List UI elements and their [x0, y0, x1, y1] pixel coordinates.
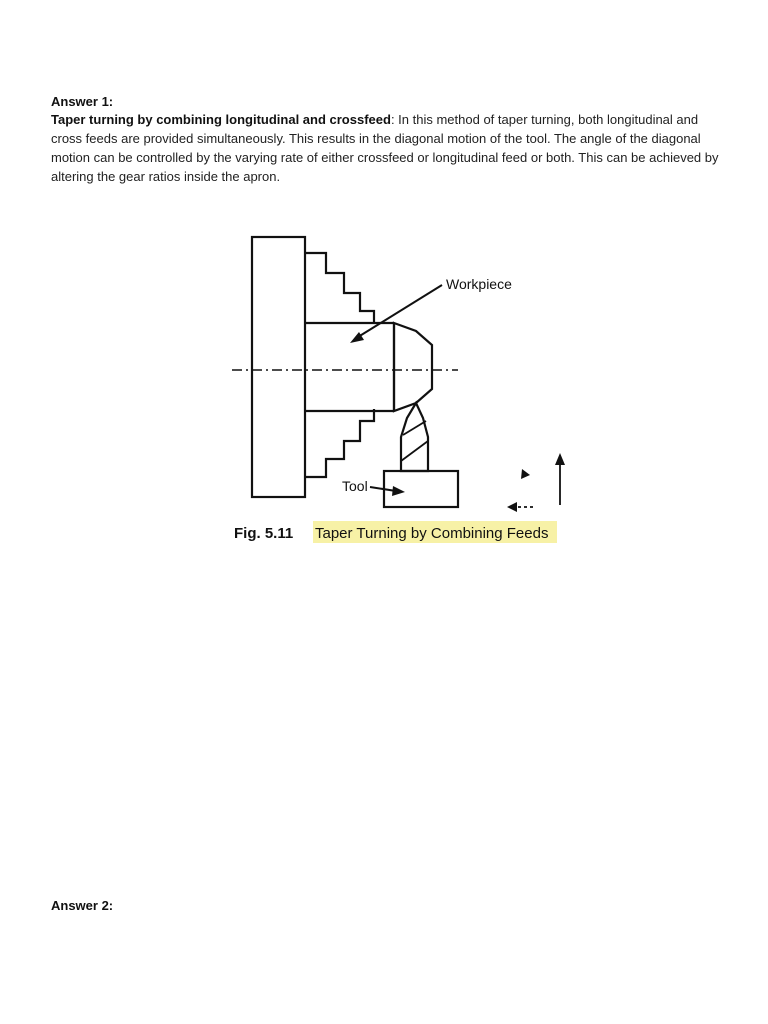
cross-feed-arrow-icon — [555, 453, 565, 465]
taper-turning-figure — [220, 225, 580, 555]
chuck-body — [252, 237, 305, 497]
tool-bit — [401, 403, 428, 471]
answer-1-heading: Answer 1: — [51, 94, 114, 109]
tool-arrowhead — [392, 486, 405, 496]
answer-2-heading: Answer 2: — [51, 898, 114, 913]
figure-title: Taper Turning by Combining Feeds — [315, 525, 549, 542]
lathe-diagram — [220, 225, 580, 555]
upper-chuck-jaw — [305, 253, 374, 323]
longitudinal-feed-arrow-icon — [507, 502, 517, 512]
workpiece-label: Workpiece — [446, 276, 512, 292]
diagonal-feed-arrow-icon — [521, 469, 530, 479]
tool-bit-edge — [401, 441, 428, 461]
tool-label: Tool — [342, 478, 368, 494]
answer-1-paragraph — [51, 110, 723, 186]
lower-chuck-jaw — [305, 409, 374, 477]
workpiece-tapered-end — [394, 323, 432, 411]
taper-turning-term: Taper turning by combining longitudinal and crossfeed — [51, 112, 391, 127]
figure-number: Fig. 5.11 — [234, 525, 294, 542]
answer-1-body-text: : In this method of taper turning, both longitudinal and cross feeds are provided simultaneously. This results in the diagonal motion of the tool. The angle of the diagonal motion can be controlled by the varying rate of either crossfeed or longitudinal feed or both. This can be achieved by altering the gear ratios inside the apron. — [51, 112, 719, 184]
